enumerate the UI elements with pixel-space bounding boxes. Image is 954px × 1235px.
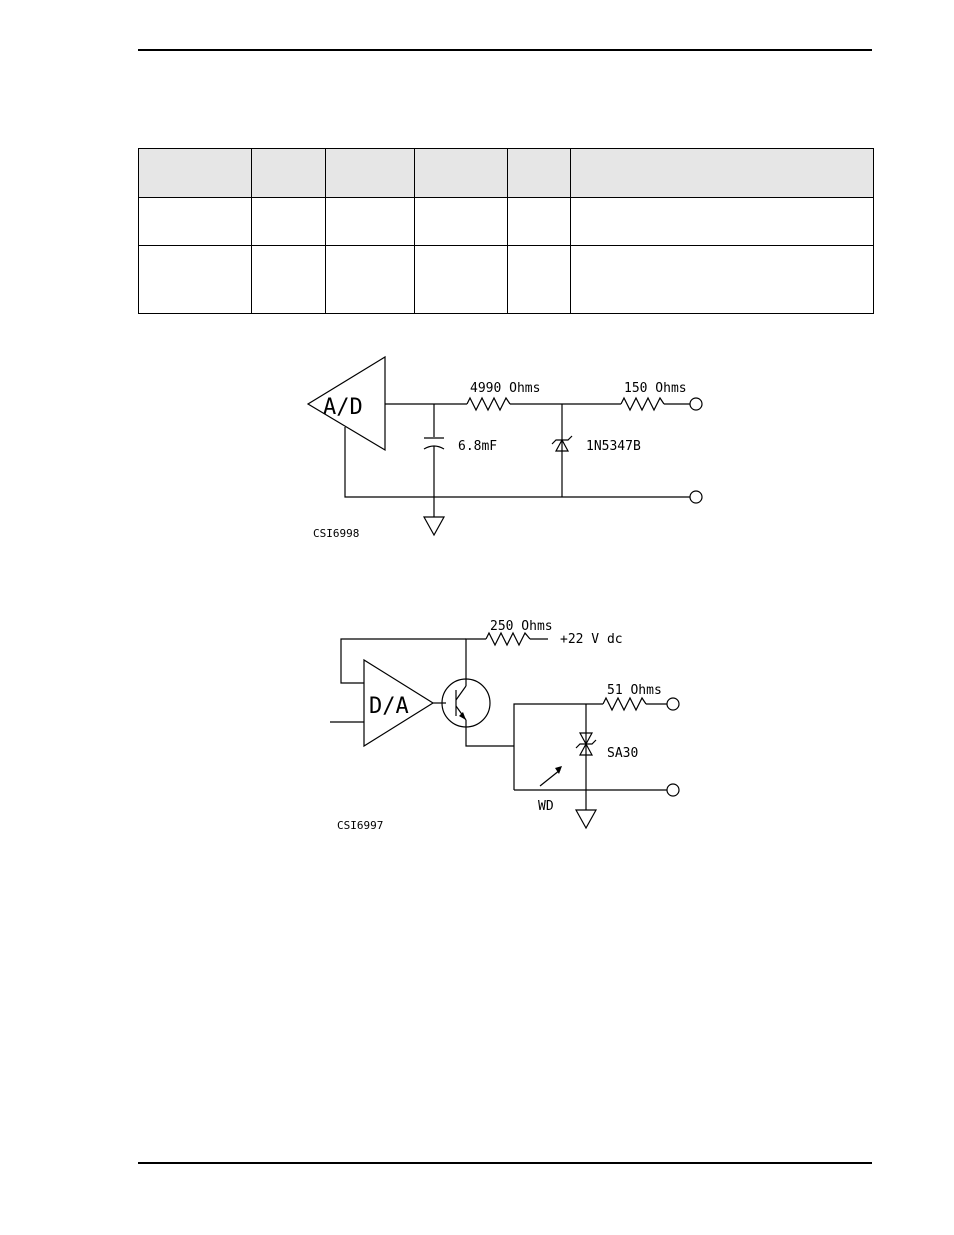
input-terminal-negative	[690, 491, 702, 503]
wire	[345, 427, 690, 497]
table-header-row	[139, 149, 874, 198]
table-cell	[252, 149, 326, 198]
table-cell	[326, 149, 415, 198]
zener-diode-label: 1N5347B	[586, 439, 641, 454]
table-cell	[326, 246, 415, 314]
table-cell	[415, 198, 508, 246]
da-amplifier-label: D/A	[369, 694, 409, 719]
table-cell	[139, 149, 252, 198]
ground-icon	[576, 810, 596, 828]
transistor-collector	[456, 686, 466, 700]
resistor-4990-symbol	[467, 398, 510, 410]
resistor-51-label: 51 Ohms	[607, 683, 662, 698]
output-terminal-positive	[667, 698, 679, 710]
resistor-250-label: 250 Ohms	[490, 619, 553, 634]
ground-icon	[424, 517, 444, 535]
table-cell	[508, 198, 571, 246]
table-row	[139, 246, 874, 314]
table-cell	[571, 198, 874, 246]
table-row	[139, 198, 874, 246]
transistor-arrow-icon	[459, 712, 466, 720]
capacitor-label: 6.8mF	[458, 439, 498, 454]
wire	[514, 704, 586, 790]
ad-amplifier-label: A/D	[323, 395, 363, 420]
ad-input-schematic	[300, 350, 710, 545]
table-cell	[326, 198, 415, 246]
table-cell	[415, 149, 508, 198]
table-cell	[415, 246, 508, 314]
wire	[341, 639, 466, 683]
spec-table	[138, 148, 874, 314]
tvs-diode-label: SA30	[607, 746, 639, 761]
watchdog-switch-label: WD	[538, 799, 554, 814]
figure-id: CSI6998	[313, 527, 360, 540]
figure-id: CSI6997	[337, 819, 384, 832]
table-cell	[571, 246, 874, 314]
watchdog-switch-arrow	[540, 770, 560, 786]
resistor-250-symbol	[486, 633, 530, 645]
da-output-schematic	[320, 610, 690, 835]
table-cell	[252, 198, 326, 246]
resistor-4990-label: 4990 Ohms	[470, 381, 541, 396]
resistor-51-symbol	[603, 698, 646, 710]
table-cell	[508, 246, 571, 314]
table-cell	[252, 246, 326, 314]
input-terminal-positive	[690, 398, 702, 410]
header-rule	[138, 49, 872, 51]
footer-rule	[138, 1162, 872, 1164]
supply-voltage-label: +22 V dc	[560, 632, 623, 647]
wire	[466, 720, 514, 746]
table-cell	[139, 246, 252, 314]
table-cell	[571, 149, 874, 198]
resistor-150-label: 150 Ohms	[624, 381, 687, 396]
table-cell	[139, 198, 252, 246]
table-cell	[508, 149, 571, 198]
output-terminal-negative	[667, 784, 679, 796]
resistor-150-symbol	[621, 398, 664, 410]
